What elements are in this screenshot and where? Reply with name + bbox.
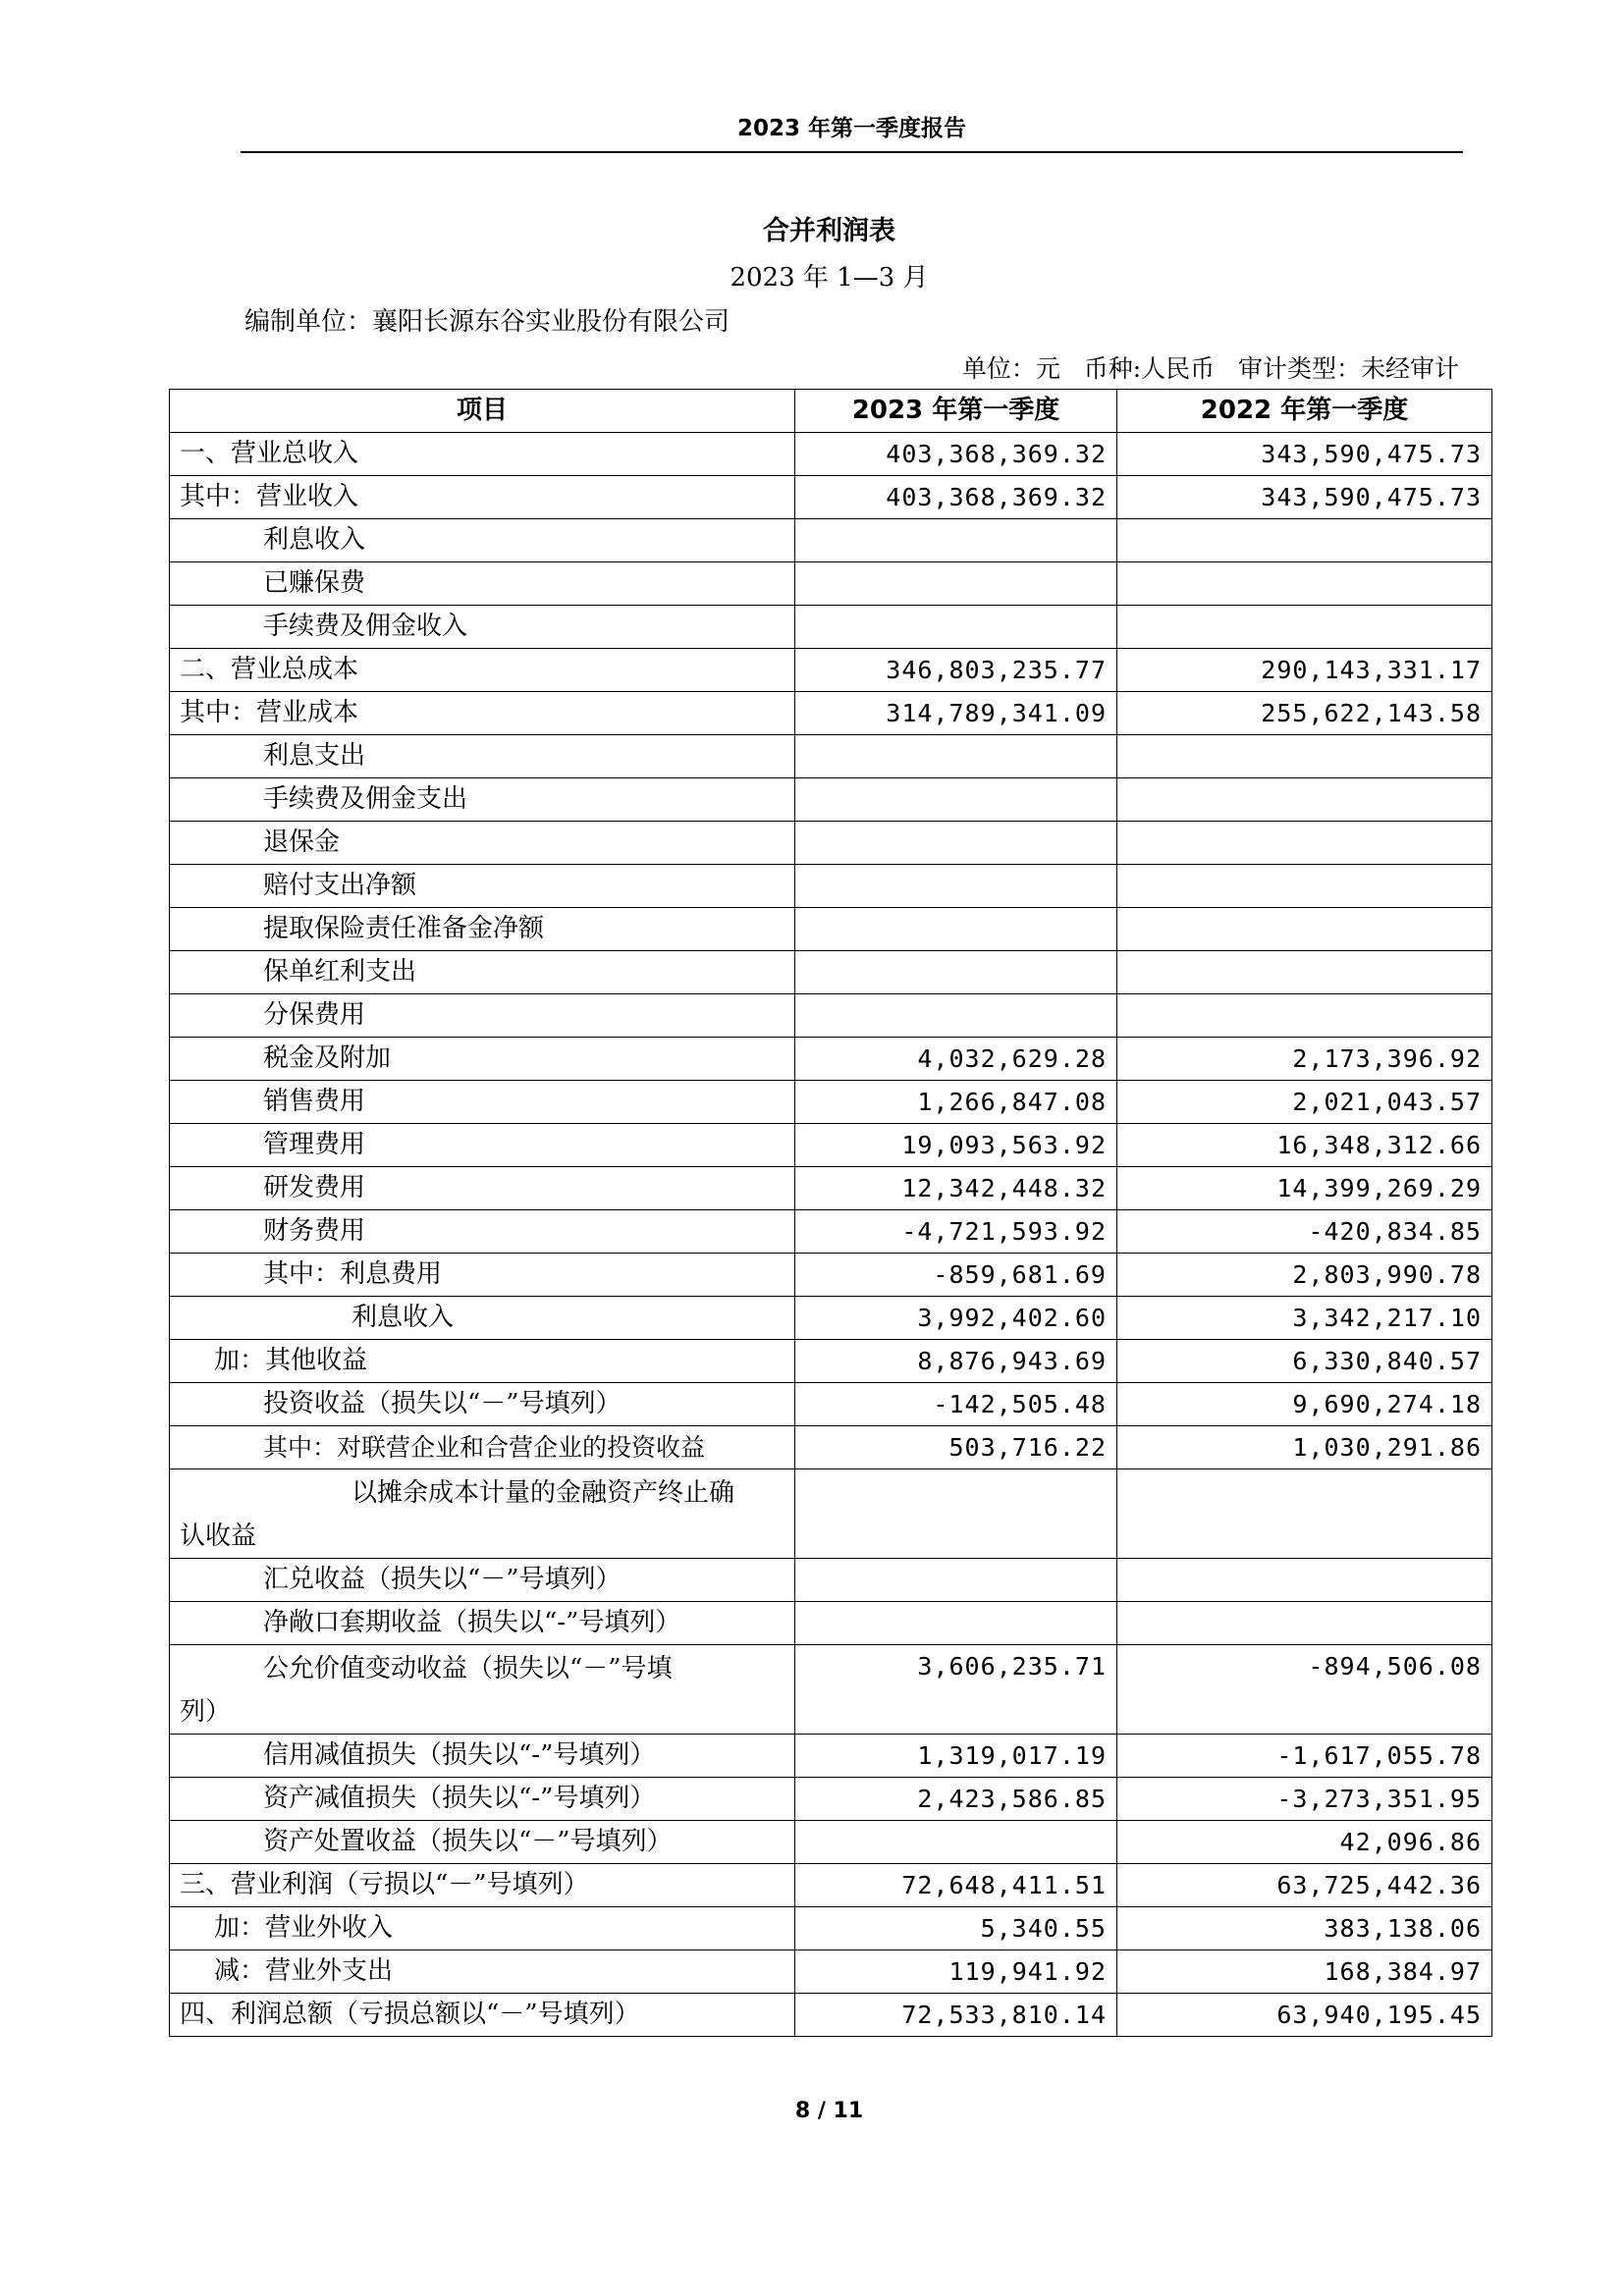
row-label: 加：其他收益 <box>170 1340 795 1383</box>
value-2022q1: 2,173,396.92 <box>1117 1038 1492 1081</box>
row-label-line2: 列） <box>180 1697 232 1727</box>
value-2022q1: 63,725,442.36 <box>1117 1864 1492 1907</box>
table-row <box>170 1081 1492 1124</box>
table-row <box>170 865 1492 908</box>
row-label: 研发费用 <box>170 1167 795 1210</box>
table-row <box>170 1167 1492 1210</box>
value-2023q1: 403,368,369.32 <box>795 433 1117 476</box>
table-row <box>170 1038 1492 1081</box>
value-2022q1: 6,330,840.57 <box>1117 1340 1492 1383</box>
value-2022q1: 9,690,274.18 <box>1117 1383 1492 1426</box>
value-2023q1 <box>795 519 1117 562</box>
table-row <box>170 1778 1492 1821</box>
table-row <box>170 1907 1492 1950</box>
table-row <box>170 1864 1492 1907</box>
table-row <box>170 1645 1492 1735</box>
row-label <box>170 1469 795 1559</box>
table-row <box>170 433 1492 476</box>
value-2023q1: 4,032,629.28 <box>795 1038 1117 1081</box>
row-label: 保单红利支出 <box>170 951 795 994</box>
table-row <box>170 692 1492 735</box>
row-label: 财务费用 <box>170 1210 795 1254</box>
value-2023q1 <box>795 1559 1117 1602</box>
table-row <box>170 1297 1492 1340</box>
row-label: 税金及附加 <box>170 1038 795 1081</box>
value-2022q1: -894,506.08 <box>1117 1645 1492 1735</box>
value-2022q1 <box>1117 1602 1492 1645</box>
column-header-item: 项目 <box>170 390 795 433</box>
value-2022q1: 383,138.06 <box>1117 1907 1492 1950</box>
value-2022q1: -1,617,055.78 <box>1117 1735 1492 1778</box>
row-label: 二、营业总成本 <box>170 649 795 692</box>
value-2023q1: 2,423,586.85 <box>795 1778 1117 1821</box>
row-label: 汇兑收益（损失以“－”号填列） <box>170 1559 795 1602</box>
value-2022q1: 2,803,990.78 <box>1117 1254 1492 1297</box>
row-label: 净敞口套期收益（损失以“-”号填列） <box>170 1602 795 1645</box>
row-label: 提取保险责任准备金净额 <box>170 908 795 951</box>
table-row <box>170 1602 1492 1645</box>
row-label: 赔付支出净额 <box>170 865 795 908</box>
header-divider <box>241 151 1463 153</box>
value-2023q1: 72,533,810.14 <box>795 1994 1117 2037</box>
value-2023q1: 314,789,341.09 <box>795 692 1117 735</box>
value-2023q1: 72,648,411.51 <box>795 1864 1117 1907</box>
value-2022q1: 3,342,217.10 <box>1117 1297 1492 1340</box>
row-label: 其中：利息费用 <box>170 1254 795 1297</box>
row-label: 减：营业外支出 <box>170 1950 795 1994</box>
value-2023q1: 12,342,448.32 <box>795 1167 1117 1210</box>
value-2022q1 <box>1117 994 1492 1038</box>
value-2023q1 <box>795 778 1117 822</box>
value-2023q1 <box>795 562 1117 606</box>
row-label: 投资收益（损失以“－”号填列） <box>170 1383 795 1426</box>
column-header-2022q1: 2022 年第一季度 <box>1117 390 1492 433</box>
table-row <box>170 1950 1492 1994</box>
row-label: 分保费用 <box>170 994 795 1038</box>
value-2022q1: 14,399,269.29 <box>1117 1167 1492 1210</box>
table-row <box>170 735 1492 778</box>
row-label: 已赚保费 <box>170 562 795 606</box>
value-2022q1: -3,273,351.95 <box>1117 1778 1492 1821</box>
table-row <box>170 1210 1492 1254</box>
value-2022q1: 42,096.86 <box>1117 1821 1492 1864</box>
row-label: 利息收入 <box>170 519 795 562</box>
value-2022q1 <box>1117 735 1492 778</box>
value-2022q1 <box>1117 951 1492 994</box>
value-2022q1: 1,030,291.86 <box>1117 1426 1492 1469</box>
value-2022q1: 343,590,475.73 <box>1117 433 1492 476</box>
table-row <box>170 951 1492 994</box>
value-2022q1: 255,622,143.58 <box>1117 692 1492 735</box>
row-label: 一、营业总收入 <box>170 433 795 476</box>
value-2023q1 <box>795 606 1117 649</box>
value-2023q1: 346,803,235.77 <box>795 649 1117 692</box>
value-2022q1 <box>1117 562 1492 606</box>
table-row <box>170 822 1492 865</box>
income-statement-table <box>169 389 1492 2037</box>
value-2022q1: 63,940,195.45 <box>1117 1994 1492 2037</box>
value-2022q1: 290,143,331.17 <box>1117 649 1492 692</box>
row-label: 手续费及佣金收入 <box>170 606 795 649</box>
page-number: 8 / 11 <box>794 2099 864 2123</box>
row-label-line1: 公允价值变动收益（损失以“－”号填 <box>263 1654 673 1683</box>
row-label: 退保金 <box>170 822 795 865</box>
value-2023q1: 403,368,369.32 <box>795 476 1117 519</box>
table-row <box>170 1383 1492 1426</box>
value-2023q1: 1,266,847.08 <box>795 1081 1117 1124</box>
statement-period: 2023 年 1—3 月 <box>730 263 929 293</box>
column-header-2023q1: 2023 年第一季度 <box>795 390 1117 433</box>
table-row <box>170 778 1492 822</box>
value-2023q1 <box>795 1821 1117 1864</box>
value-2022q1 <box>1117 778 1492 822</box>
value-2022q1 <box>1117 1469 1492 1559</box>
table-header-row <box>170 390 1492 433</box>
value-2022q1 <box>1117 865 1492 908</box>
row-label-line2: 认收益 <box>180 1522 257 1551</box>
table-row <box>170 1821 1492 1864</box>
table-row <box>170 476 1492 519</box>
value-2023q1: -142,505.48 <box>795 1383 1117 1426</box>
table-row <box>170 1735 1492 1778</box>
compiling-entity: 编制单位：襄阳长源东谷实业股份有限公司 <box>244 307 731 337</box>
table-row <box>170 908 1492 951</box>
report-header: 2023 年第一季度报告 <box>736 116 967 141</box>
row-label <box>170 1645 795 1735</box>
value-2023q1 <box>795 1469 1117 1559</box>
value-2022q1: -420,834.85 <box>1117 1210 1492 1254</box>
value-2023q1: 19,093,563.92 <box>795 1124 1117 1167</box>
row-label: 资产处置收益（损失以“－”号填列） <box>170 1821 795 1864</box>
value-2023q1: 3,992,402.60 <box>795 1297 1117 1340</box>
table-row <box>170 649 1492 692</box>
table-row <box>170 1426 1492 1469</box>
value-2023q1 <box>795 951 1117 994</box>
table-row <box>170 1254 1492 1297</box>
row-label: 四、利润总额（亏损总额以“－”号填列） <box>170 1994 795 2037</box>
units-note: 单位：元 币种:人民币 审计类型：未经审计 <box>961 354 1459 383</box>
table-row <box>170 519 1492 562</box>
table-row <box>170 1559 1492 1602</box>
value-2023q1 <box>795 908 1117 951</box>
table-row <box>170 562 1492 606</box>
value-2023q1: 3,606,235.71 <box>795 1645 1117 1735</box>
value-2022q1 <box>1117 606 1492 649</box>
value-2023q1 <box>795 822 1117 865</box>
value-2022q1: 16,348,312.66 <box>1117 1124 1492 1167</box>
row-label: 其中：对联营企业和合营企业的投资收益 <box>170 1426 795 1469</box>
value-2023q1: 5,340.55 <box>795 1907 1117 1950</box>
value-2023q1 <box>795 1602 1117 1645</box>
table-row <box>170 1124 1492 1167</box>
value-2023q1: 8,876,943.69 <box>795 1340 1117 1383</box>
statement-title: 合并利润表 <box>763 216 895 246</box>
value-2022q1 <box>1117 519 1492 562</box>
table-row <box>170 994 1492 1038</box>
value-2023q1 <box>795 735 1117 778</box>
value-2022q1: 343,590,475.73 <box>1117 476 1492 519</box>
value-2023q1: 503,716.22 <box>795 1426 1117 1469</box>
value-2023q1: 119,941.92 <box>795 1950 1117 1994</box>
value-2023q1: -4,721,593.92 <box>795 1210 1117 1254</box>
row-label: 手续费及佣金支出 <box>170 778 795 822</box>
table-row <box>170 1994 1492 2037</box>
value-2023q1: 1,319,017.19 <box>795 1735 1117 1778</box>
row-label: 管理费用 <box>170 1124 795 1167</box>
table-row <box>170 1340 1492 1383</box>
value-2022q1 <box>1117 908 1492 951</box>
value-2022q1 <box>1117 822 1492 865</box>
row-label-line1: 以摊余成本计量的金融资产终止确 <box>352 1478 735 1508</box>
row-label: 利息支出 <box>170 735 795 778</box>
value-2023q1: -859,681.69 <box>795 1254 1117 1297</box>
value-2022q1: 2,021,043.57 <box>1117 1081 1492 1124</box>
row-label: 加：营业外收入 <box>170 1907 795 1950</box>
value-2022q1 <box>1117 1559 1492 1602</box>
row-label: 销售费用 <box>170 1081 795 1124</box>
row-label: 资产减值损失（损失以“-”号填列） <box>170 1778 795 1821</box>
value-2023q1 <box>795 865 1117 908</box>
value-2022q1: 168,384.97 <box>1117 1950 1492 1994</box>
row-label: 三、营业利润（亏损以“－”号填列） <box>170 1864 795 1907</box>
row-label: 利息收入 <box>170 1297 795 1340</box>
table-row <box>170 1469 1492 1559</box>
table-row <box>170 606 1492 649</box>
row-label: 其中：营业成本 <box>170 692 795 735</box>
value-2023q1 <box>795 994 1117 1038</box>
row-label: 其中：营业收入 <box>170 476 795 519</box>
row-label: 信用减值损失（损失以“-”号填列） <box>170 1735 795 1778</box>
